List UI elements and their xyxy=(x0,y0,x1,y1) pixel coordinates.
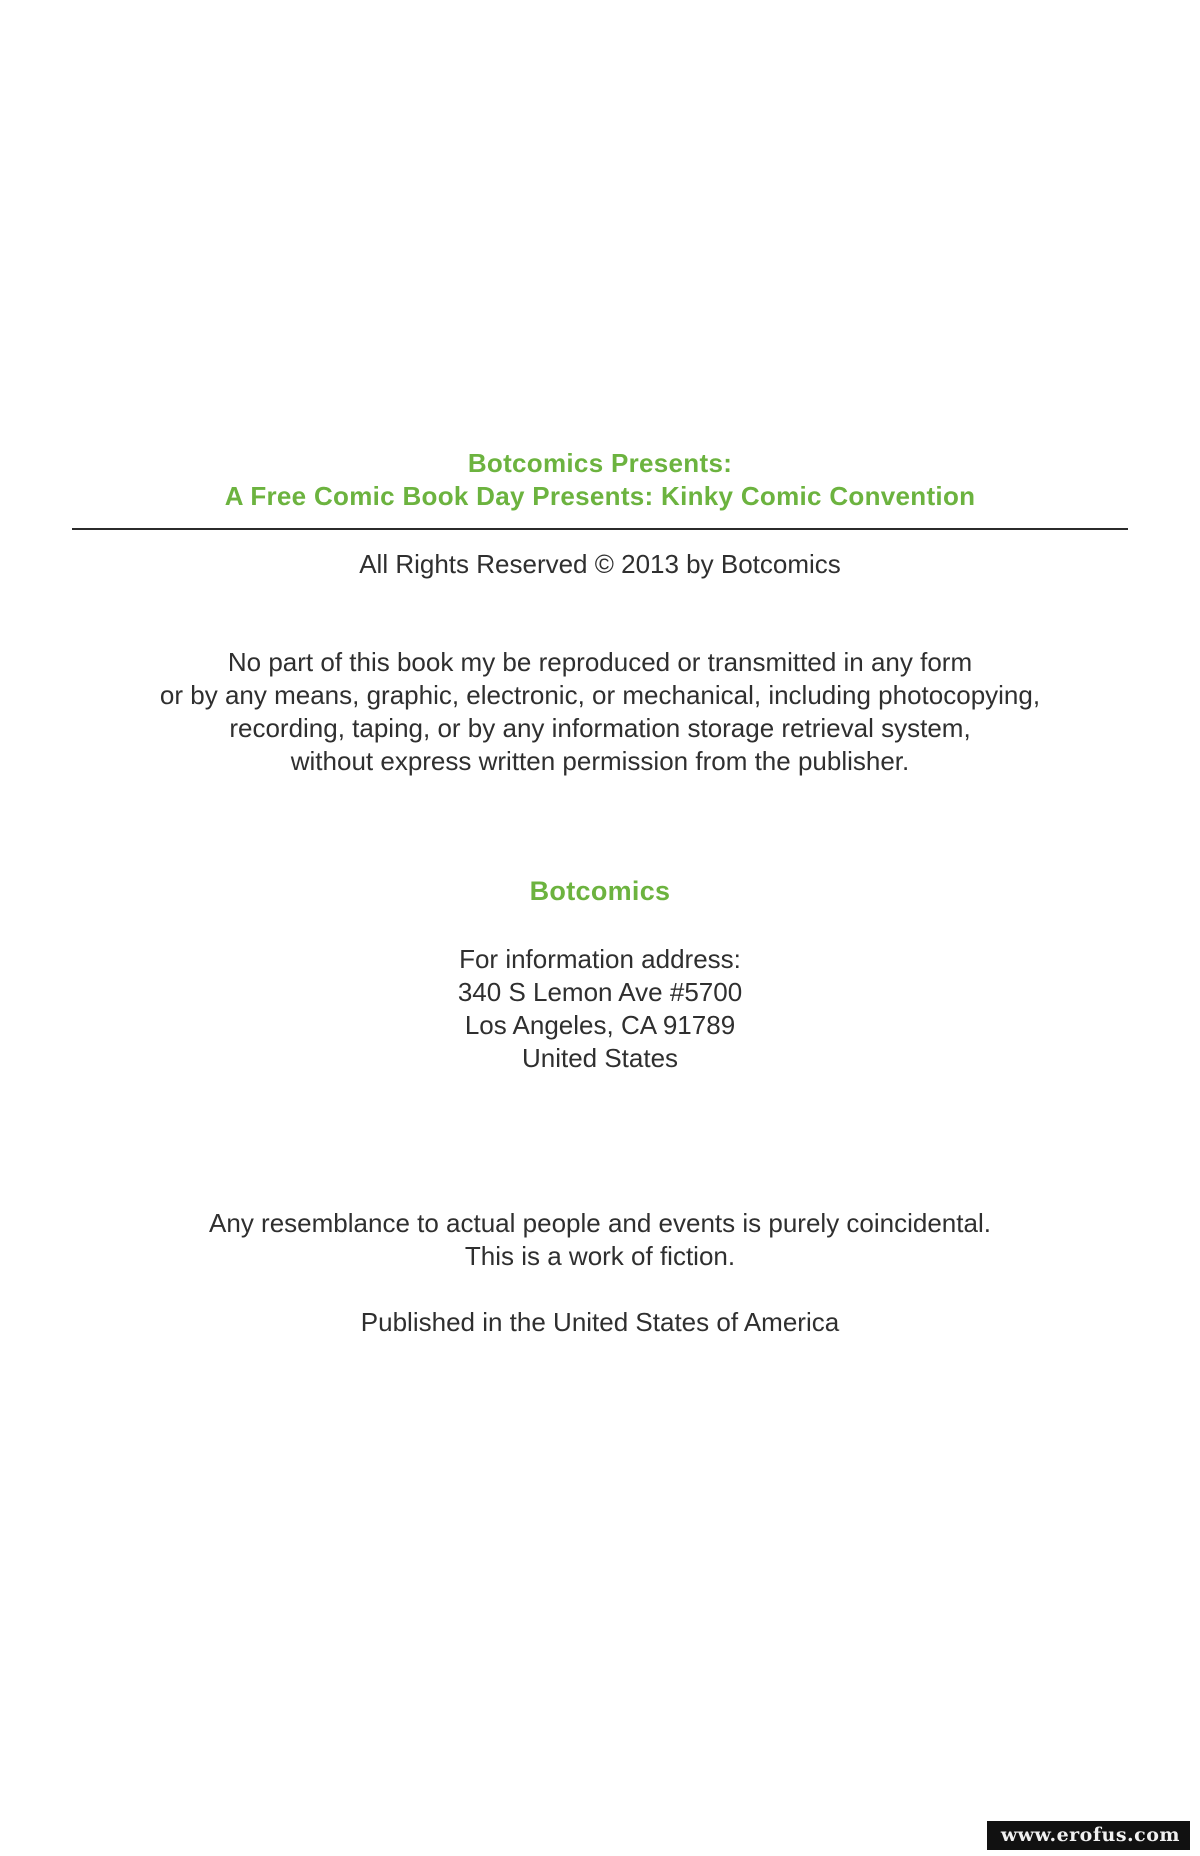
presents-heading: Botcomics Presents: xyxy=(467,448,733,478)
address-line: Los Angeles, CA 91789 xyxy=(464,1010,736,1040)
disclaimer-line: Any resemblance to actual people and events is purely coincidental. xyxy=(209,1208,991,1238)
fiction-disclaimer xyxy=(0,1207,1200,1273)
notice-line: or by any means, graphic, electronic, or mechanical, including photocopying, xyxy=(159,680,1041,710)
title-divider xyxy=(72,528,1128,530)
site-watermark: www.erofus.com xyxy=(987,1821,1190,1850)
reproduction-notice xyxy=(0,646,1200,778)
book-title: A Free Comic Book Day Presents: Kinky Comic Convention xyxy=(224,481,976,511)
publisher-address xyxy=(0,943,1200,1075)
publisher-name: Botcomics xyxy=(529,876,671,906)
disclaimer-line: This is a work of fiction. xyxy=(464,1241,736,1271)
notice-line: without express written permission from the publisher. xyxy=(290,746,910,776)
notice-line: recording, taping, or by any information storage retrieval system, xyxy=(229,713,971,743)
address-line: United States xyxy=(521,1043,679,1073)
notice-line: No part of this book my be reproduced or transmitted in any form xyxy=(227,647,973,677)
address-line: For information address: xyxy=(459,944,741,974)
published-in-line: Published in the United States of America xyxy=(360,1307,840,1337)
rights-reserved-line: All Rights Reserved © 2013 by Botcomics xyxy=(359,549,841,579)
address-line: 340 S Lemon Ave #5700 xyxy=(457,977,743,1007)
